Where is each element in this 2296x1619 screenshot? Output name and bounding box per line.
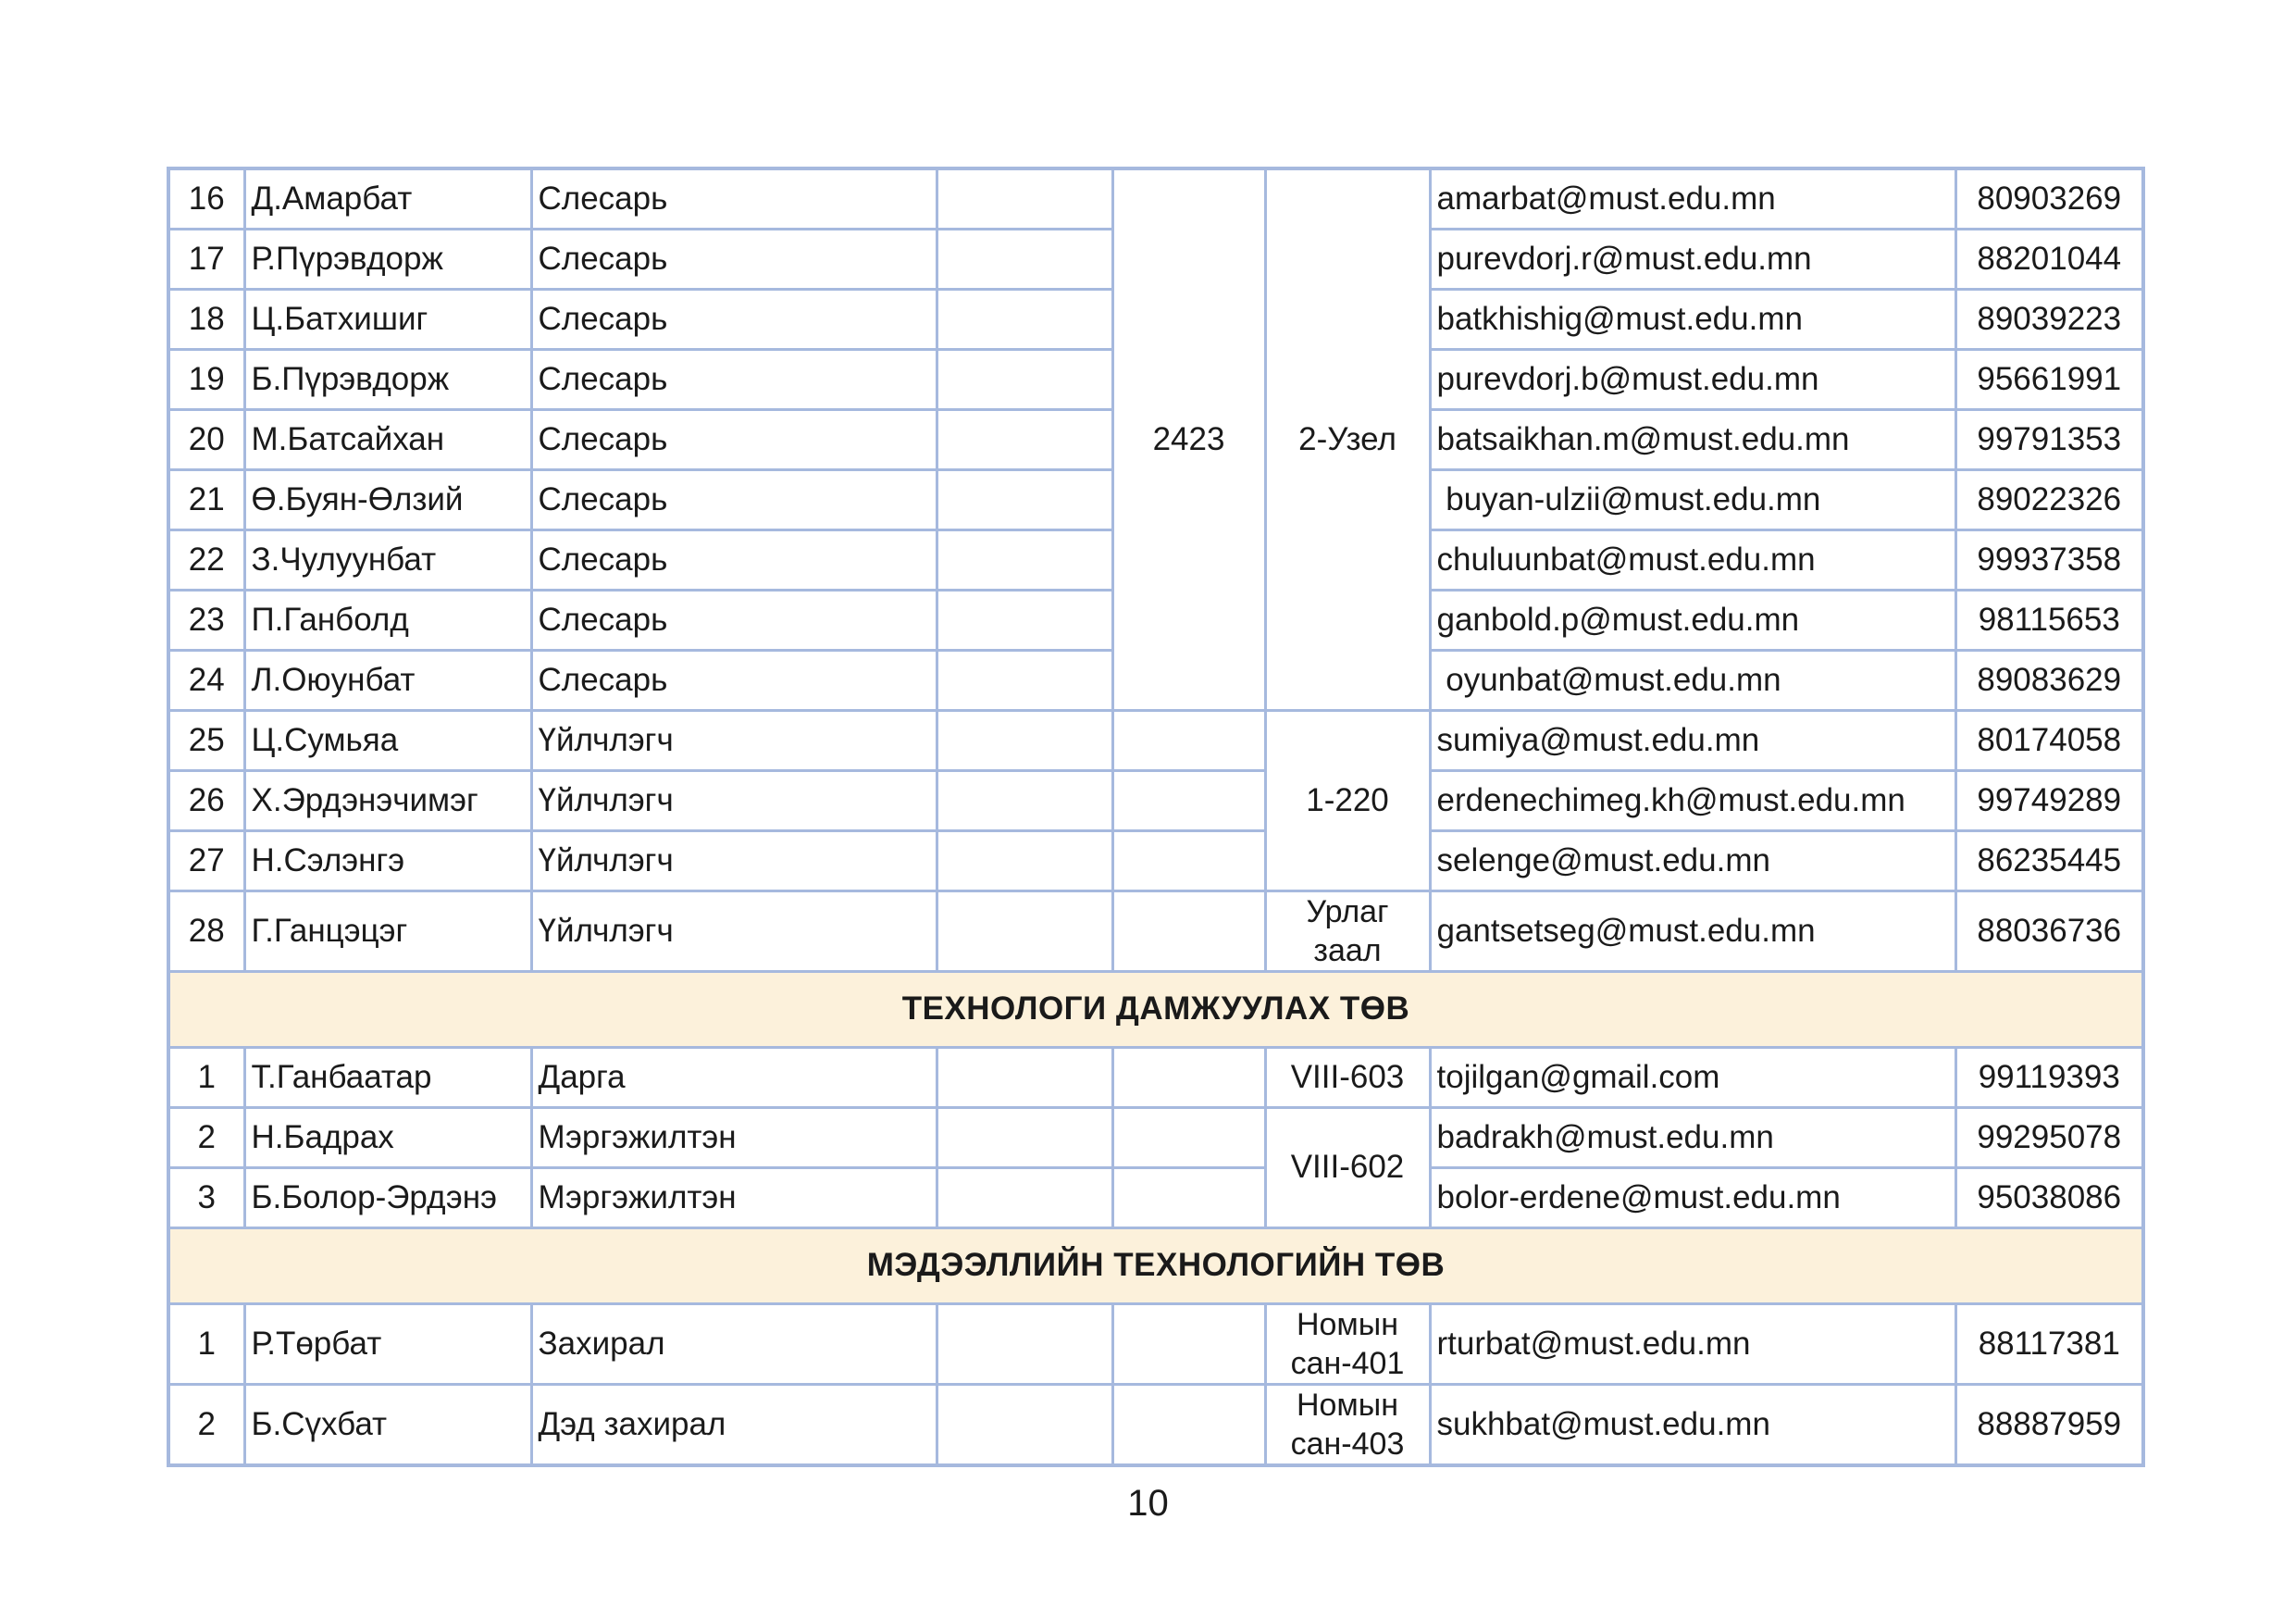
table-row <box>168 168 2143 229</box>
empty-cell <box>937 650 1112 710</box>
row-number: 20 <box>168 409 244 469</box>
staff-position: Слесарь <box>531 229 937 289</box>
staff-phone: 80903269 <box>1955 168 2143 229</box>
table-row <box>168 1047 2143 1107</box>
staff-name: Ц.Батхишиг <box>244 289 531 349</box>
staff-name: Т.Ганбаатар <box>244 1047 531 1107</box>
staff-position: Дэд захирал <box>531 1384 937 1465</box>
staff-phone: 99791353 <box>1955 409 2143 469</box>
staff-email: batkhishig@must.edu.mn <box>1430 289 1955 349</box>
empty-cell <box>937 469 1112 529</box>
staff-email: bolor-erdene@must.edu.mn <box>1430 1167 1955 1227</box>
staff-phone: 88201044 <box>1955 229 2143 289</box>
staff-phone: 99119393 <box>1955 1047 2143 1107</box>
staff-position: Слесарь <box>531 650 937 710</box>
staff-position: Слесарь <box>531 168 937 229</box>
row-number: 23 <box>168 590 244 650</box>
staff-name: Ө.Буян-Өлзий <box>244 469 531 529</box>
table-row <box>168 1303 2143 1384</box>
row-number: 22 <box>168 529 244 590</box>
staff-position: Үйлчлэгч <box>531 710 937 770</box>
staff-name: Д.Амарбат <box>244 168 531 229</box>
staff-name: Б.Пүрэвдорж <box>244 349 531 409</box>
staff-room: VIII-602 <box>1265 1107 1430 1227</box>
row-number: 21 <box>168 469 244 529</box>
empty-cell <box>1112 1047 1265 1107</box>
staff-position: Захирал <box>531 1303 937 1384</box>
staff-phone: 99295078 <box>1955 1107 2143 1167</box>
staff-name: М.Батсайхан <box>244 409 531 469</box>
empty-cell <box>937 529 1112 590</box>
staff-email: tojilgan@gmail.com <box>1430 1047 1955 1107</box>
empty-cell <box>937 1384 1112 1465</box>
page-number: 10 <box>1127 1483 1169 1524</box>
staff-name: П.Ганболд <box>244 590 531 650</box>
empty-cell <box>937 349 1112 409</box>
staff-email: purevdorj.r@must.edu.mn <box>1430 229 1955 289</box>
staff-email: amarbat@must.edu.mn <box>1430 168 1955 229</box>
empty-cell <box>937 168 1112 229</box>
empty-cell <box>937 1167 1112 1227</box>
empty-cell <box>937 229 1112 289</box>
extension-2423: 2423 <box>1112 168 1265 710</box>
staff-email: sumiya@must.edu.mn <box>1430 710 1955 770</box>
row-number: 19 <box>168 349 244 409</box>
table-row <box>168 1107 2143 1167</box>
staff-name: Ц.Сумьяа <box>244 710 531 770</box>
section-header-row <box>168 1227 2143 1303</box>
row-number: 1 <box>168 1303 244 1384</box>
staff-room: Номын сан-403 <box>1265 1384 1430 1465</box>
staff-phone: 99937358 <box>1955 529 2143 590</box>
staff-name: Р.Пүрэвдорж <box>244 229 531 289</box>
empty-cell <box>937 770 1112 830</box>
row-number: 25 <box>168 710 244 770</box>
empty-cell <box>937 590 1112 650</box>
staff-email: erdenechimeg.kh@must.edu.mn <box>1430 770 1955 830</box>
empty-cell <box>937 1303 1112 1384</box>
staff-position: Дарга <box>531 1047 937 1107</box>
staff-room: Номын сан-401 <box>1265 1303 1430 1384</box>
section-title-it-center: МЭДЭЭЛЛИЙН ТЕХНОЛОГИЙН ТӨВ <box>168 1227 2143 1303</box>
row-number: 24 <box>168 650 244 710</box>
staff-phone: 88036736 <box>1955 890 2143 971</box>
staff-email: sukhbat@must.edu.mn <box>1430 1384 1955 1465</box>
staff-position: Слесарь <box>531 289 937 349</box>
staff-directory-table <box>167 167 2145 1467</box>
staff-phone: 95038086 <box>1955 1167 2143 1227</box>
staff-position: Мэргэжилтэн <box>531 1167 937 1227</box>
empty-cell <box>937 890 1112 971</box>
row-number: 1 <box>168 1047 244 1107</box>
staff-name: Л.Оюунбат <box>244 650 531 710</box>
empty-cell <box>937 289 1112 349</box>
staff-phone: 88117381 <box>1955 1303 2143 1384</box>
room-1-220: 1-220 <box>1265 710 1430 890</box>
staff-email: gantsetseg@must.edu.mn <box>1430 890 1955 971</box>
staff-phone: 98115653 <box>1955 590 2143 650</box>
staff-email: purevdorj.b@must.edu.mn <box>1430 349 1955 409</box>
table-row <box>168 830 2143 890</box>
staff-position: Мэргэжилтэн <box>531 1107 937 1167</box>
row-number: 3 <box>168 1167 244 1227</box>
table-row <box>168 1384 2143 1465</box>
staff-position: Слесарь <box>531 409 937 469</box>
staff-phone: 89039223 <box>1955 289 2143 349</box>
row-number: 28 <box>168 890 244 971</box>
staff-position: Үйлчлэгч <box>531 770 937 830</box>
empty-cell <box>937 1107 1112 1167</box>
empty-cell <box>1112 1384 1265 1465</box>
staff-name: Н.Сэлэнгэ <box>244 830 531 890</box>
staff-position: Слесарь <box>531 529 937 590</box>
staff-name: Г.Ганцэцэг <box>244 890 531 971</box>
staff-email: batsaikhan.m@must.edu.mn <box>1430 409 1955 469</box>
section-title-tech-transfer: ТЕХНОЛОГИ ДАМЖУУЛАХ ТӨВ <box>168 971 2143 1047</box>
empty-cell <box>1112 1167 1265 1227</box>
staff-position: Слесарь <box>531 349 937 409</box>
room-urlag-zaal: Урлаг заал <box>1265 890 1430 971</box>
staff-email: oyunbat@must.edu.mn <box>1430 650 1955 710</box>
staff-phone: 88887959 <box>1955 1384 2143 1465</box>
empty-cell <box>937 830 1112 890</box>
room-2-uzel: 2-Узел <box>1265 168 1430 710</box>
staff-email: buyan-ulzii@must.edu.mn <box>1430 469 1955 529</box>
staff-name: Н.Бадрах <box>244 1107 531 1167</box>
staff-email: ganbold.p@must.edu.mn <box>1430 590 1955 650</box>
empty-cell <box>937 710 1112 770</box>
staff-position: Үйлчлэгч <box>531 890 937 971</box>
empty-cell <box>1112 890 1265 971</box>
staff-phone: 99749289 <box>1955 770 2143 830</box>
empty-cell <box>1112 770 1265 830</box>
row-number: 2 <box>168 1384 244 1465</box>
table-row <box>168 1167 2143 1227</box>
staff-name: Р.Төрбат <box>244 1303 531 1384</box>
staff-phone: 89083629 <box>1955 650 2143 710</box>
table-row <box>168 770 2143 830</box>
staff-email: badrakh@must.edu.mn <box>1430 1107 1955 1167</box>
staff-name: З.Чулуунбат <box>244 529 531 590</box>
row-number: 2 <box>168 1107 244 1167</box>
staff-phone: 80174058 <box>1955 710 2143 770</box>
row-number: 27 <box>168 830 244 890</box>
staff-name: Б.Болор-Эрдэнэ <box>244 1167 531 1227</box>
staff-room: VIII-603 <box>1265 1047 1430 1107</box>
staff-name: Х.Эрдэнэчимэг <box>244 770 531 830</box>
empty-cell <box>1112 1303 1265 1384</box>
row-number: 18 <box>168 289 244 349</box>
empty-cell <box>937 1047 1112 1107</box>
empty-cell <box>937 409 1112 469</box>
staff-email: selenge@must.edu.mn <box>1430 830 1955 890</box>
staff-email: chuluunbat@must.edu.mn <box>1430 529 1955 590</box>
staff-position: Слесарь <box>531 590 937 650</box>
empty-cell <box>1112 710 1265 770</box>
staff-position: Үйлчлэгч <box>531 830 937 890</box>
staff-position: Слесарь <box>531 469 937 529</box>
staff-name: Б.Сүхбат <box>244 1384 531 1465</box>
empty-cell <box>1112 1107 1265 1167</box>
empty-cell <box>1112 830 1265 890</box>
staff-phone: 89022326 <box>1955 469 2143 529</box>
row-number: 17 <box>168 229 244 289</box>
section-header-row <box>168 971 2143 1047</box>
staff-email: rturbat@must.edu.mn <box>1430 1303 1955 1384</box>
staff-phone: 95661991 <box>1955 349 2143 409</box>
table-row <box>168 710 2143 770</box>
table-row <box>168 890 2143 971</box>
row-number: 16 <box>168 168 244 229</box>
row-number: 26 <box>168 770 244 830</box>
staff-phone: 86235445 <box>1955 830 2143 890</box>
